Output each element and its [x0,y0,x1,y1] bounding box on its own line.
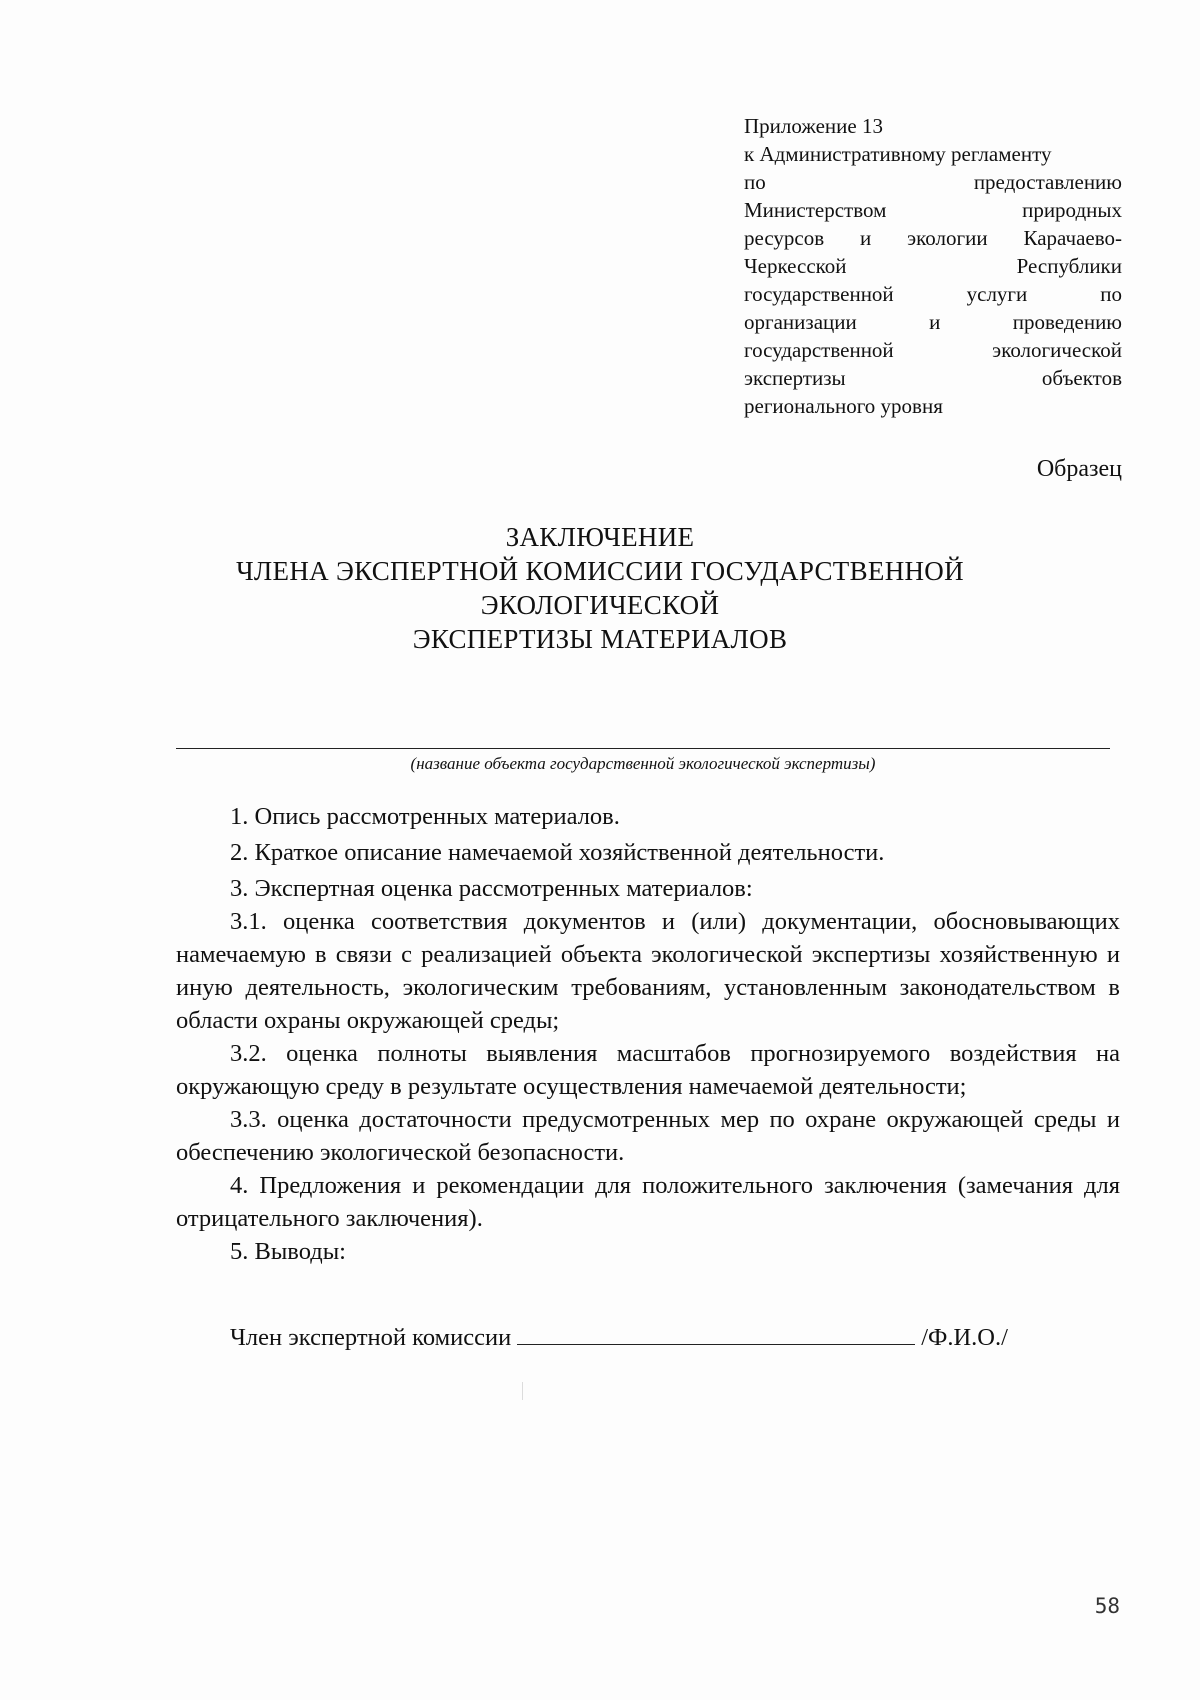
appendix-line-5: ресурсов и экологии Карачаево- [744,226,1122,250]
item-5: 5. Выводы: [230,1238,346,1265]
object-name-blank-line [176,748,1110,749]
appendix-line-3: по предоставлению [744,170,1122,194]
appendix-line-2: к Административному регламенту [744,142,1052,166]
title-line-2: ЧЛЕНА ЭКСПЕРТНОЙ КОМИССИИ ГОСУДАРСТВЕННОЙ [236,556,964,586]
signature-blank [517,1322,915,1345]
appendix-line-1: Приложение 13 [744,114,883,138]
item-3-2: 3.2. оценка полноты выявления масштабов прогнозируемого воздействия на окружающую среду в результате осуществления намечаемой деятельности; [176,1040,1120,1100]
signature-suffix: /Ф.И.О./ [921,1324,1008,1351]
appendix-line-8: организации и проведению [744,310,1122,334]
sample-label: Образец [1036,456,1122,482]
appendix-line-6: Черкесской Республики [744,254,1122,278]
document-title [0,520,1200,656]
document-body [176,800,1120,1268]
appendix-line-7: государственной услуги по [744,282,1122,306]
item-3: 3. Экспертная оценка рассмотренных материалов: [230,875,753,902]
appendix-line-9: государственной экологической [744,338,1122,362]
title-line-1: ЗАКЛЮЧЕНИЕ [505,522,695,552]
appendix-reference-block [744,112,1122,420]
item-3-3: 3.3. оценка достаточности предусмотренных мер по охране окружающей среды и обеспечению экологической безопасности. [176,1106,1120,1166]
signature-line [230,1322,1008,1352]
page-number: 58 [1094,1594,1120,1618]
item-2: 2. Краткое описание намечаемой хозяйственной деятельности. [230,839,885,866]
appendix-line-4: Министерством природных [744,198,1122,222]
signature-label: Член экспертной комиссии [230,1324,512,1351]
item-1: 1. Опись рассмотренных материалов. [230,803,620,830]
appendix-line-11: регионального уровня [744,394,943,418]
object-name-caption: (название объекта государственной экологической экспертизы) [410,754,876,773]
title-line-3: ЭКОЛОГИЧЕСКОЙ [480,590,720,620]
item-4: 4. Предложения и рекомендации для положительного заключения (замечания для отрицательного заключения). [176,1172,1120,1232]
title-line-4: ЭКСПЕРТИЗЫ МАТЕРИАЛОВ [412,624,788,654]
appendix-line-10: экспертизы объектов [744,366,1122,390]
scan-artifact [522,1382,523,1400]
item-3-1: 3.1. оценка соответствия документов и (или) документации, обосновывающих намечаемую в связи с реализацией объекта экологической экспертизы хозяйственную и иную деятельность, экологическим требованиям, установленным законодательством в области охраны окружающей среды; [176,908,1120,1034]
